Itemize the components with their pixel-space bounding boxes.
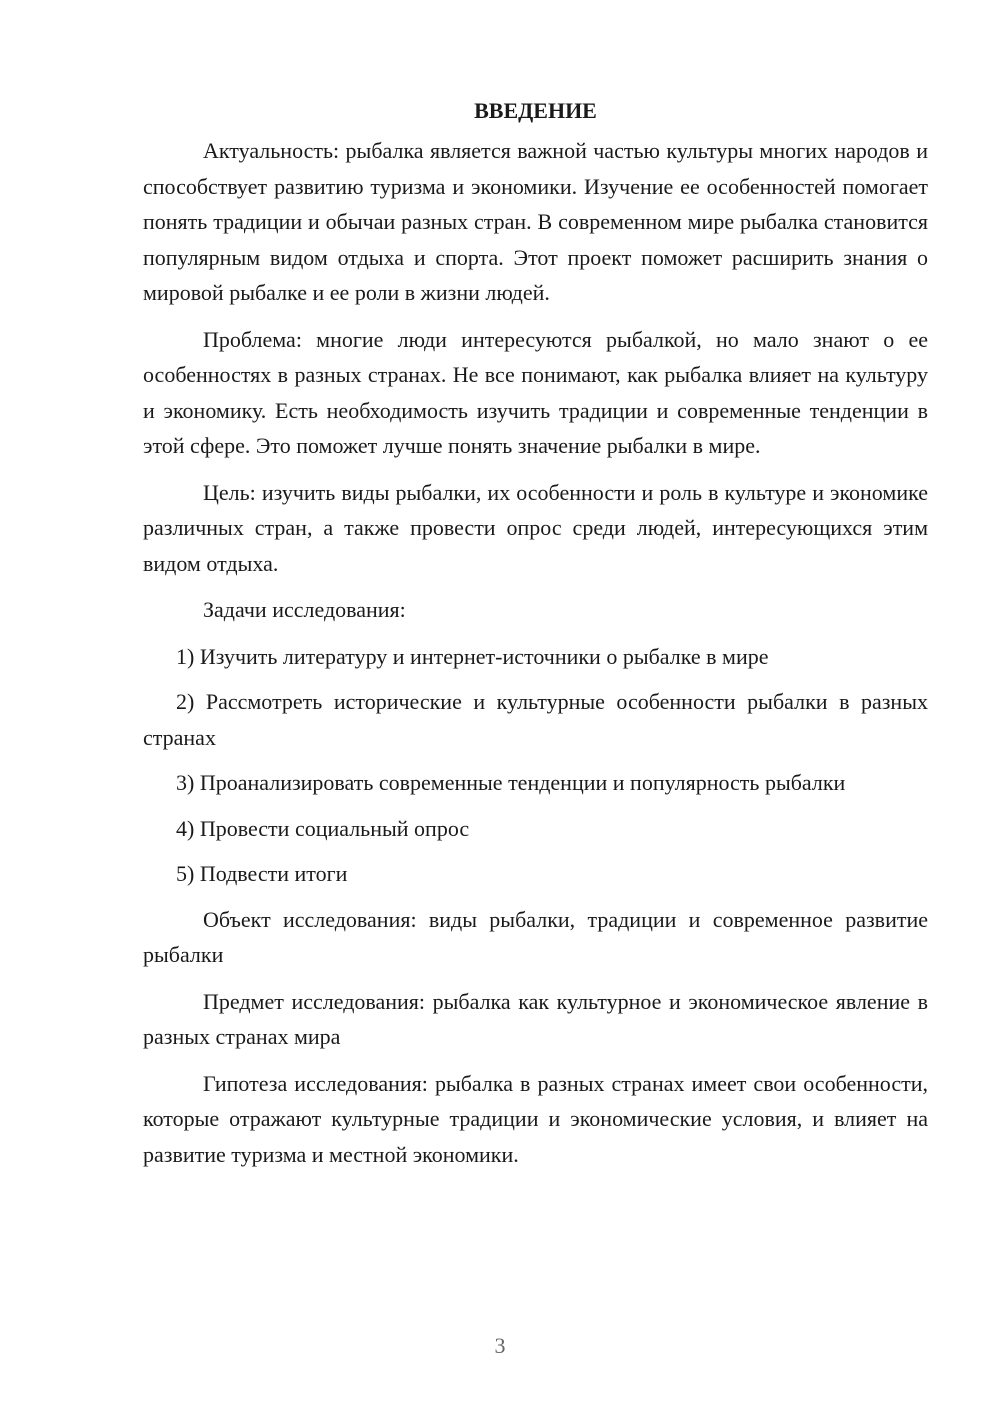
relevance-paragraph: Актуальность: рыбалка является важной частью культуры многих народов и способствует развитию туризма и экономики. Изучение ее особенностей помогает понять традиции и обычаи разных стран. В современном мире рыбалка становится популярным видом отдыха и спорта. Этот проект поможет расширить знания о мировой рыбалке и ее роли в жизни людей. xyxy=(143,138,928,305)
hypothesis-paragraph: Гипотеза исследования: рыбалка в разных странах имеет свои особенности, которые отражают культурные традиции и экономические условия, и влияет на развитие туризма и местной экономики. xyxy=(143,1070,928,1167)
page-heading: ВВЕДЕНИЕ xyxy=(474,98,597,123)
task-item: 3) Проанализировать современные тенденции и популярность рыбалки xyxy=(176,770,846,795)
task-item: 1) Изучить литературу и интернет-источники о рыбалке в мире xyxy=(176,643,769,669)
page-content xyxy=(143,93,928,1183)
page-number: 3 xyxy=(494,1333,506,1358)
object-paragraph: Объект исследования: виды рыбалки, традиции и современное развитие рыбалки xyxy=(143,906,928,967)
task-item: 5) Подвести итоги xyxy=(176,861,348,886)
goal-paragraph: Цель: изучить виды рыбалки, их особенности и роль в культуре и экономике различных стран, а также провести опрос среди людей, интересующихся этим видом отдыха. xyxy=(143,479,928,576)
tasks-title: Задачи исследования: xyxy=(203,597,406,622)
problem-paragraph: Проблема: многие люди интересуются рыбалкой, но мало знают о ее особенностях в разных странах. Не все понимают, как рыбалка влияет на культуру и экономику. Есть необходимость изучить традиции и современные тенденции в этой сфере. Это поможет лучше понять значение рыбалки в мире. xyxy=(143,326,928,458)
subject-paragraph: Предмет исследования: рыбалка как культурное и экономическое явление в разных странах мира xyxy=(143,988,928,1049)
task-item: 2) Рассмотреть исторические и культурные особенности рыбалки в разных странах xyxy=(143,689,928,750)
task-item: 4) Провести социальный опрос xyxy=(176,815,470,841)
